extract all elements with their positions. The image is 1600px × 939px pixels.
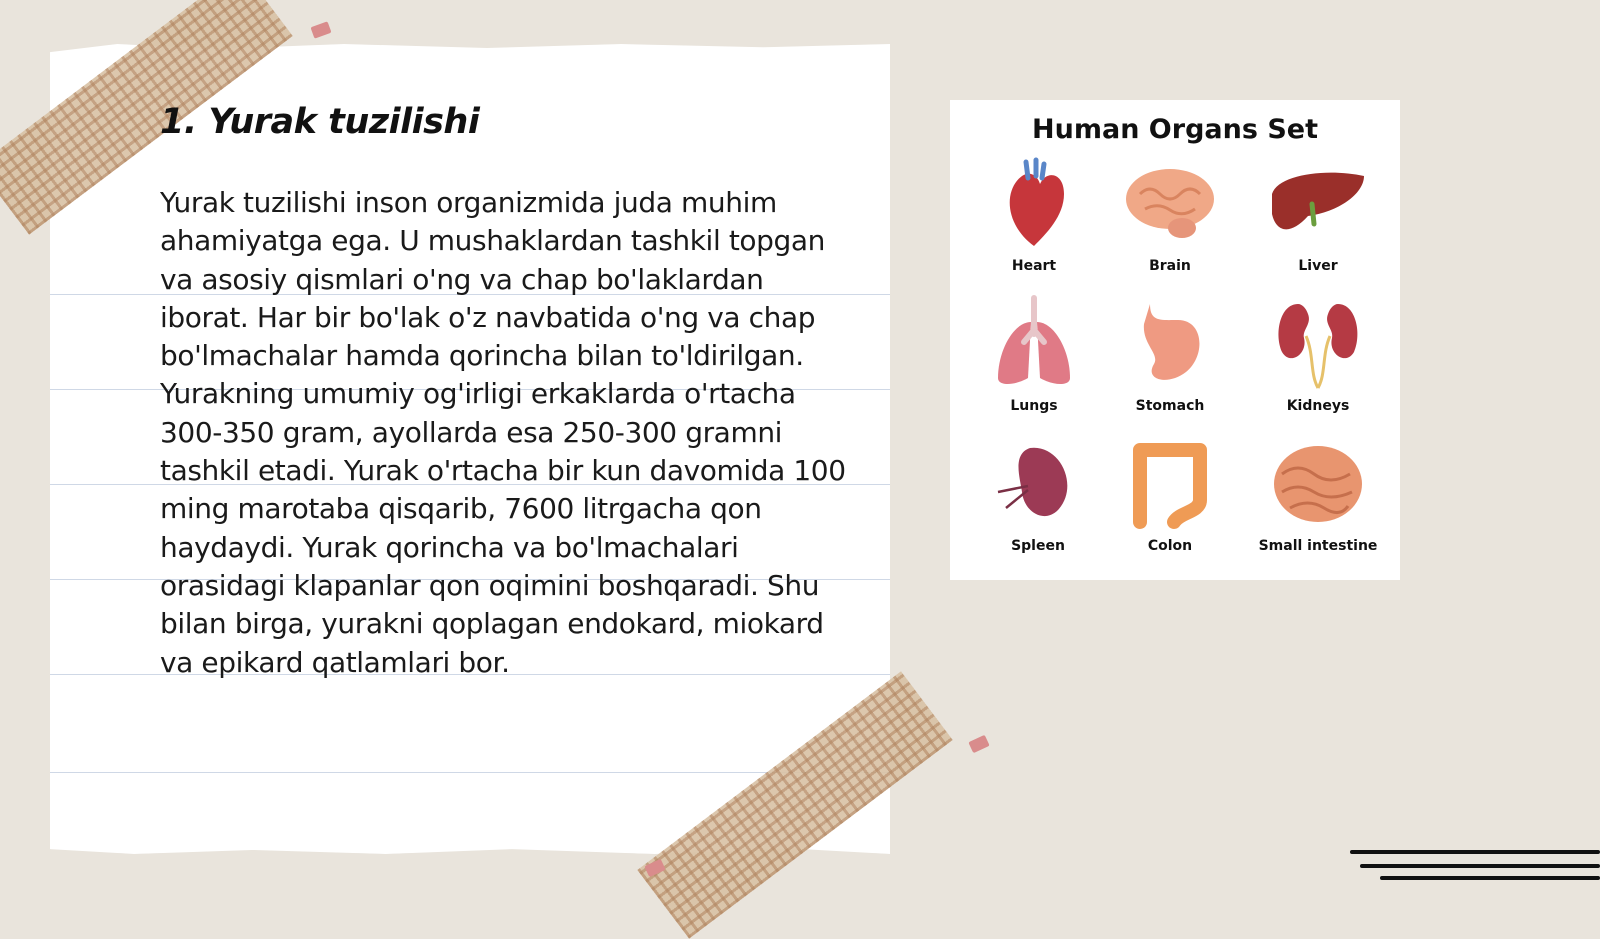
organ-label: Lungs bbox=[1010, 398, 1058, 414]
organs-image bbox=[950, 100, 1400, 580]
organ-label: Heart bbox=[1011, 258, 1057, 274]
organ-brain bbox=[1100, 154, 1240, 284]
stripe bbox=[1380, 876, 1600, 880]
tape-tip bbox=[968, 735, 989, 753]
stripe bbox=[1360, 864, 1600, 868]
organ-label: Stomach bbox=[1135, 398, 1205, 414]
slide-title: 1. Yurak tuzilishi bbox=[160, 102, 480, 142]
kidneys-icon bbox=[1268, 294, 1368, 394]
organ-label: Liver bbox=[1298, 258, 1338, 274]
organ-label: Kidneys bbox=[1286, 398, 1350, 414]
organs-image-title: Human Organs Set bbox=[1032, 114, 1318, 145]
stomach-icon bbox=[1120, 294, 1220, 394]
tape-tip bbox=[310, 21, 331, 38]
organ-small-intestine bbox=[1248, 434, 1388, 564]
slide-body-text: Yurak tuzilishi inson organizmida juda muhim ahamiyatga ega. U mushaklardan tashkil topgan va asosiy qismlari o'ng va chap bo'laklardan iborat. Har bir bo'lak o'z navbatida o'ng va chap bo'lmachalar hamda qorincha bilan to'ldirilgan. Yurakning umumiy og'irligi erkaklarda o'rtacha 300-350 gram, ayollarda esa 250-300 gramni tashkil etadi. Yurak o'rtacha bir kun davomida 100 ming marotaba qisqarib, 7600 litrgacha qon haydaydi. Yurak qorincha va bo'lmachalari orasidagi klapanlar qon oqimini boshqaradi. Shu bilan birga, yurakni qoplagan endokard, miokard va epikard qatlamlari bor. bbox=[160, 186, 846, 679]
organ-label: Spleen bbox=[1011, 538, 1065, 554]
colon-icon bbox=[1120, 434, 1220, 534]
spleen-icon bbox=[988, 434, 1088, 534]
organ-stomach bbox=[1100, 294, 1240, 424]
brain-icon bbox=[1120, 154, 1220, 254]
heart-icon bbox=[984, 154, 1084, 254]
small-intestine-icon bbox=[1268, 434, 1368, 534]
organ-liver bbox=[1248, 154, 1388, 284]
organ-label: Brain bbox=[1149, 258, 1191, 274]
organ-label: Colon bbox=[1147, 538, 1193, 554]
stripe bbox=[1350, 850, 1600, 854]
organ-spleen bbox=[968, 434, 1108, 564]
organ-label: Small intestine bbox=[1258, 538, 1378, 554]
organ-colon bbox=[1100, 434, 1240, 564]
liver-icon bbox=[1268, 154, 1368, 254]
decorative-stripes bbox=[1340, 848, 1600, 888]
organ-kidneys bbox=[1248, 294, 1388, 424]
organ-heart bbox=[964, 154, 1104, 284]
lungs-icon bbox=[984, 294, 1084, 394]
organ-lungs bbox=[964, 294, 1104, 424]
